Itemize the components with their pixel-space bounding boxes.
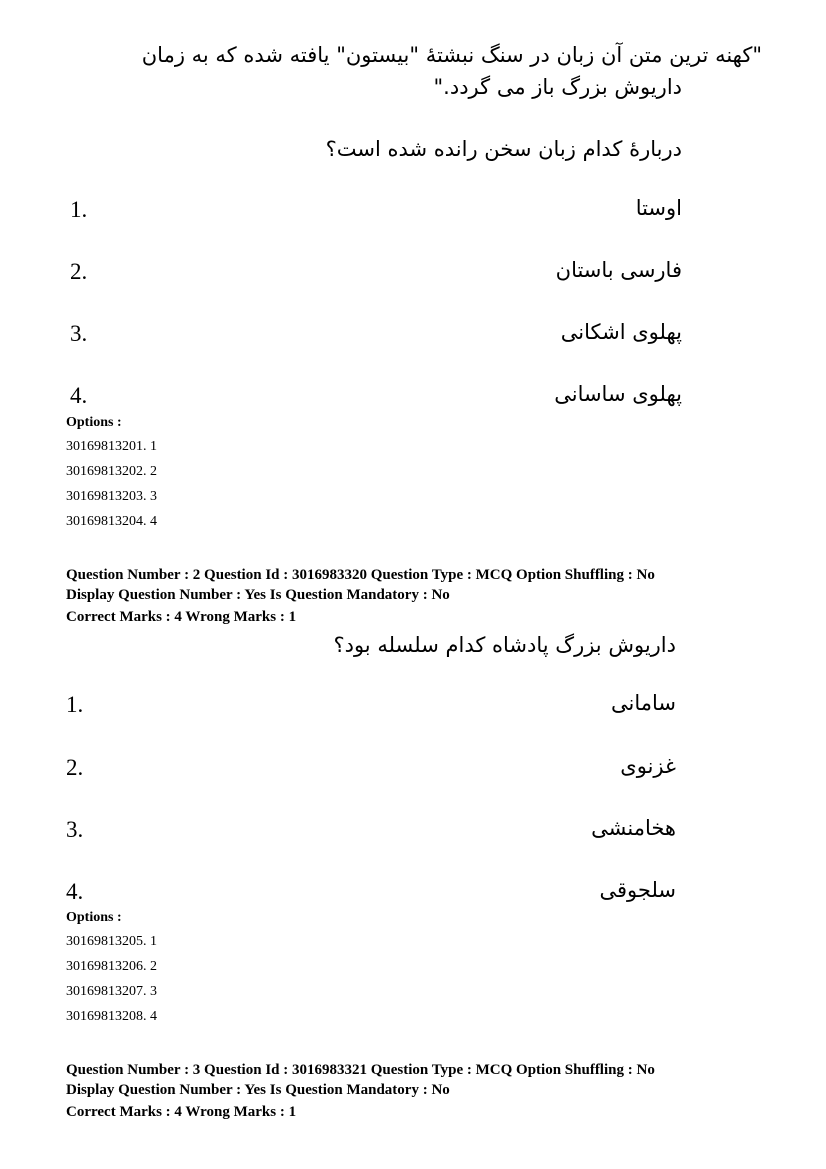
q1-question-text: دربارۀ کدام زبان سخن رانده شده است؟ [325,137,682,161]
q2-option-id: 30169813208. 4 [66,1009,157,1024]
q2-option-id: 30169813206. 2 [66,959,157,974]
q1-option-id: 30169813201. 1 [66,439,157,454]
q1-option-id: 30169813204. 4 [66,514,157,529]
q1-choice-number: 2. [70,259,88,284]
q1-passage-line2: داریوش بزرگ باز می گردد." [433,75,682,99]
q2-choice-number: 4. [66,879,84,904]
q2-options-label: Options : [66,910,122,925]
q2-question-text: داریوش بزرگ پادشاه کدام سلسله بود؟ [333,633,676,657]
q1-passage-line1: "کهنه ترین متن آن زبان در سنگ نبشتۀ "بیستون" یافته شده که به زمان [141,43,762,67]
q2-option-id: 30169813207. 3 [66,984,157,999]
q1-choice-text: پهلوی ساسانی [554,382,682,406]
q2-choice-text: غزنوی [620,754,676,778]
q3-meta-line2: Display Question Number : Yes Is Question Mandatory : No [66,1082,450,1098]
q1-choice-text: فارسی باستان [555,258,682,282]
q1-choice-number: 3. [70,321,88,346]
q1-choice-number: 1. [70,197,88,222]
q2-meta-line2: Display Question Number : Yes Is Question Mandatory : No [66,587,450,603]
q1-choice-text: اوستا [635,196,682,220]
q2-choice-text: هخامنشی [591,816,676,840]
q2-meta-line1: Question Number : 2 Question Id : 3016983320 Question Type : MCQ Option Shuffling : No [66,567,655,583]
q3-meta-line3: Correct Marks : 4 Wrong Marks : 1 [66,1104,297,1120]
q2-choice-text: سامانی [611,691,676,715]
q1-choice-number: 4. [70,383,88,408]
q2-option-id: 30169813205. 1 [66,934,157,949]
q2-choice-number: 3. [66,817,84,842]
q3-meta-line1: Question Number : 3 Question Id : 3016983321 Question Type : MCQ Option Shuffling : No [66,1062,655,1078]
q1-option-id: 30169813203. 3 [66,489,157,504]
q2-choice-text: سلجوقی [599,878,676,902]
q1-option-id: 30169813202. 2 [66,464,157,479]
q1-options-label: Options : [66,415,122,430]
q2-choice-number: 2. [66,755,84,780]
q2-meta-line3: Correct Marks : 4 Wrong Marks : 1 [66,609,297,625]
q2-choice-number: 1. [66,692,84,717]
q1-choice-text: پهلوی اشکانی [560,320,682,344]
